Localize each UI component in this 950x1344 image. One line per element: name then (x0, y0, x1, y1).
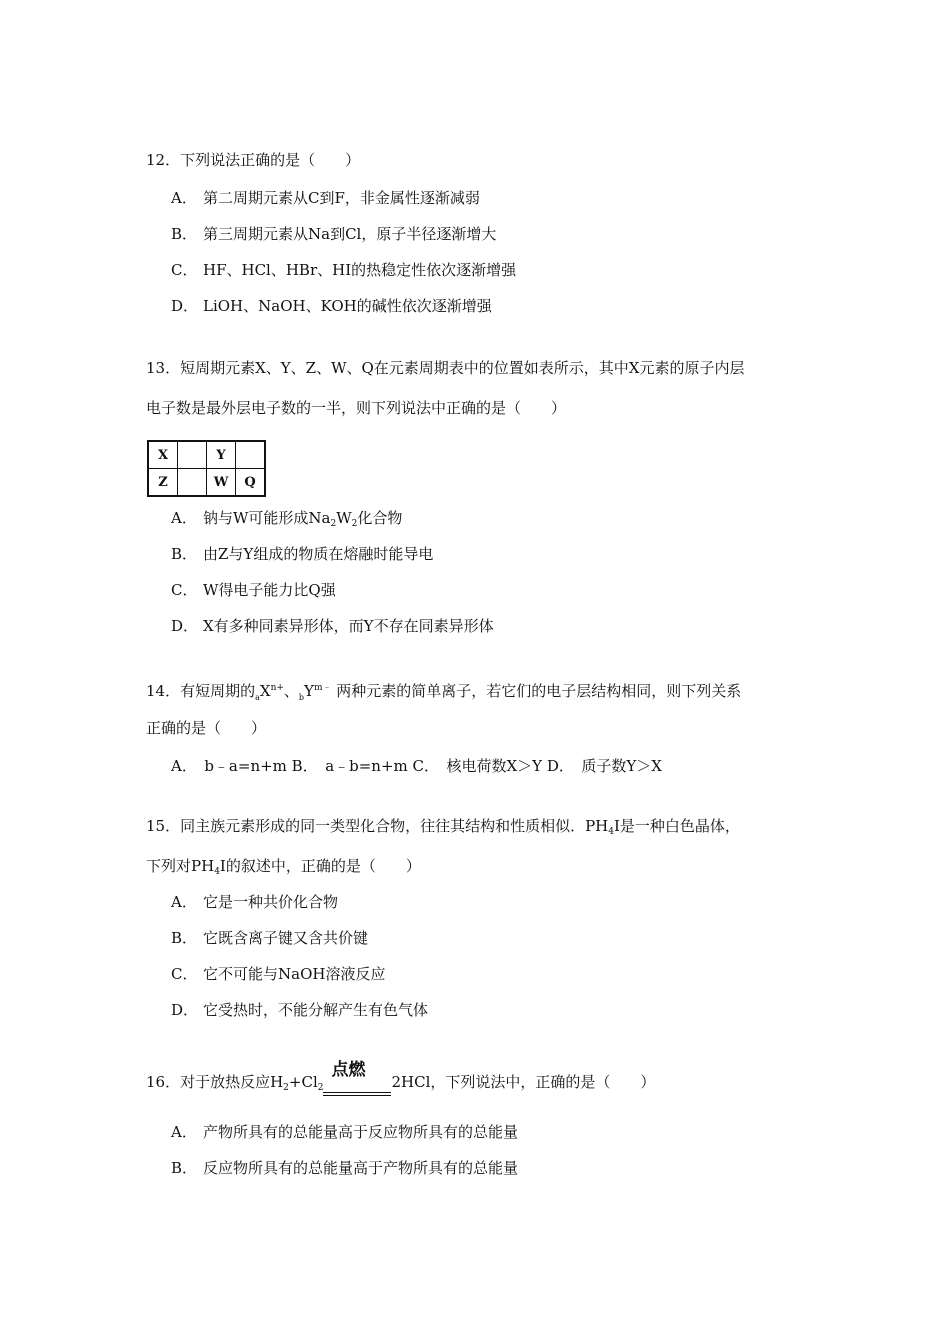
option-text: LiOH、NaOH、KOH的碱性依次逐渐增强 (203, 297, 492, 315)
q13-option-b (171, 544, 433, 564)
option-text: 它受热时，不能分解产生有色气体 (203, 1001, 429, 1019)
q14-stem-line1 (146, 678, 741, 708)
stem-text: 14．有短周期的 (146, 682, 256, 700)
cell-z: Z (148, 469, 178, 497)
option-text: 它是一种共价化合物 (203, 893, 339, 911)
option-text: HF、HCl、HBr、HI的热稳定性依次逐渐增强 (203, 261, 517, 279)
q13-stem-line2: 电子数是最外层电子数的一半，则下列说法中正确的是（ ） (146, 399, 567, 417)
option-label: B． (171, 545, 198, 563)
q12-option-b (171, 224, 496, 244)
subscript: 2 (283, 1083, 289, 1093)
q16-option-b (171, 1158, 518, 1178)
cell-empty (178, 469, 207, 497)
ion-charge: m﹣ (313, 683, 332, 693)
reaction-condition (323, 1060, 391, 1098)
option-label: C． (171, 581, 198, 599)
stem-text: 下列对PH (146, 857, 215, 875)
q12-stem: 12．下列说法正确的是（ ） (146, 151, 361, 169)
q12-option-c (171, 260, 516, 280)
ion-charge: n+ (270, 683, 284, 693)
cell-w: W (207, 469, 236, 497)
option-label: D． (171, 297, 199, 315)
q15-option-a (171, 892, 338, 912)
cell-x: X (148, 441, 178, 469)
prefix-subscript: a (255, 693, 260, 702)
periodic-table-fragment (147, 440, 266, 497)
stem-text: 15．同主族元素形成的同一类型化合物，往往其结构和性质相似．PH (146, 817, 609, 835)
option-text: W (336, 509, 352, 527)
condition-label: 点燃 (331, 1060, 366, 1080)
option-label: C． (171, 261, 198, 279)
stem-text: 16．对于放热反应H (146, 1073, 284, 1091)
option-label: B． (171, 225, 198, 243)
cell-q: Q (236, 469, 266, 497)
option-label: A． (171, 1123, 197, 1141)
subscript: 2 (351, 519, 358, 529)
q12-option-a (171, 188, 480, 208)
cell-empty (236, 441, 266, 469)
option-text: 钠与W可能形成Na (203, 509, 331, 527)
stem-text: 两种元素的简单离子，若它们的电子层结构相同，则下列关系 (336, 682, 742, 700)
subscript: 2 (317, 1083, 324, 1093)
option-text: W得电子能力比Q强 (203, 581, 336, 599)
option-text: X有多种同素异形体，而Y不存在同素异形体 (203, 617, 494, 635)
cell-empty (178, 441, 207, 469)
option-text: 它不可能与NaOH溶液反应 (203, 965, 386, 983)
ion-symbol: X (259, 682, 271, 700)
stem-text: +Cl (288, 1073, 318, 1091)
q15-option-b (171, 928, 368, 948)
option-text: 产物所具有的总能量高于反应物所具有的总能量 (203, 1123, 519, 1141)
option-text: 化合物 (357, 509, 403, 527)
q15-option-c (171, 964, 385, 984)
option-label: A． (171, 189, 197, 207)
option-text: 它既含离子键又含共价键 (203, 929, 369, 947)
option-text: 由Z与Y组成的物质在熔融时能导电 (203, 545, 434, 563)
q15-stem-line1 (146, 816, 740, 842)
subscript: 4 (608, 827, 614, 837)
q16-stem (146, 1060, 656, 1098)
option-label: C． (171, 965, 198, 983)
option-label: D． (171, 617, 199, 635)
option-text: 第三周期元素从Na到Cl，原子半径逐渐增大 (203, 225, 497, 243)
q15-option-d (171, 1000, 428, 1020)
option-label: B． (171, 1159, 198, 1177)
subscript: 2 (330, 519, 337, 529)
option-label: B． (171, 929, 198, 947)
q16-option-a (171, 1122, 518, 1142)
stem-text: 2HCl，下列说法中，正确的是（ ） (391, 1073, 656, 1091)
option-label: A． (171, 509, 197, 527)
q13-option-c (171, 580, 336, 600)
q13-stem-line1: 13．短周期元素X、Y、Z、W、Q在元素周期表中的位置如表所示，其中X元素的原子内层 (146, 359, 745, 377)
q14-options: A． b﹣a=n+m B． a﹣b=n+m C． 核电荷数X＞Y D． 质子数Y＞X (171, 757, 662, 775)
option-label: D． (171, 1001, 199, 1019)
q13-option-a (171, 508, 402, 534)
ion-symbol: Y (304, 682, 314, 700)
option-label: A． (171, 893, 197, 911)
q12-option-d (171, 296, 492, 316)
reaction-arrow-line (323, 1092, 391, 1093)
reaction-arrow-line (323, 1095, 391, 1096)
stem-text: I的叙述中，正确的是（ ） (219, 857, 421, 875)
cell-y: Y (207, 441, 236, 469)
separator: 、 (283, 682, 299, 700)
q14-stem-line2: 正确的是（ ） (146, 719, 267, 737)
prefix-subscript: b (298, 693, 305, 702)
option-text: 反应物所具有的总能量高于产物所具有的总能量 (203, 1159, 519, 1177)
q15-stem-line2 (146, 856, 421, 882)
q13-option-d (171, 616, 494, 636)
subscript: 4 (214, 867, 220, 877)
stem-text: I是一种白色晶体， (614, 817, 740, 835)
option-text: 第二周期元素从C到F，非金属性逐渐减弱 (203, 189, 480, 207)
